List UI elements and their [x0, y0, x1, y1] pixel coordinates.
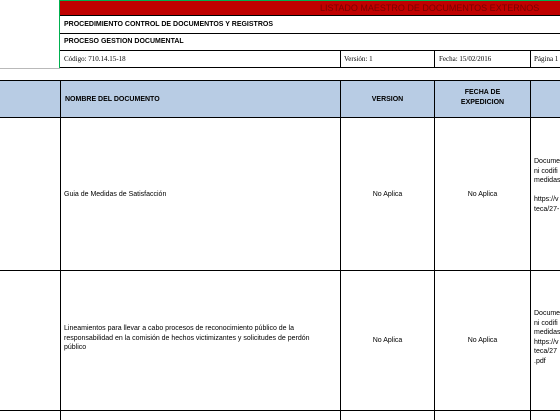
observation-line: medidas — [534, 177, 560, 184]
observation-line: .pdf — [534, 357, 546, 365]
observation-line: ni codifi — [534, 167, 558, 175]
column-header-name: NOMBRE DEL DOCUMENTO — [65, 96, 160, 103]
document-name-line: público — [64, 344, 87, 351]
observation-line — [534, 186, 560, 196]
column-header-version: VERSION — [371, 96, 404, 103]
document-date: No Aplica — [467, 191, 498, 198]
document-observations — [534, 309, 560, 366]
document-code: Código: 710.14.15-18 — [64, 55, 126, 63]
observation-line: teca/27- — [534, 205, 560, 213]
document-name: Guia de Medidas de Satisfacción — [64, 191, 167, 198]
observation-line: https://v — [534, 196, 559, 203]
observation-line: Docume — [534, 310, 560, 317]
observation-line: teca/27 — [534, 348, 557, 355]
logo-area — [0, 0, 60, 68]
observation-line: Docume — [534, 158, 560, 165]
observation-line: ni codifi — [534, 319, 558, 327]
document-version: No Aplica — [372, 337, 403, 344]
column-header-date-line2: EXPEDICION — [460, 99, 505, 106]
procedure-title: PROCEDIMIENTO CONTROL DE DOCUMENTOS Y REGISTROS — [64, 21, 273, 28]
document-date: No Aplica — [467, 337, 498, 344]
observation-line: medidas — [534, 329, 560, 336]
banner-title: LISTADO MAESTRO DE DOCUMENTOS EXTERNOS — [320, 3, 540, 13]
document-name — [64, 324, 339, 353]
document-date: Fecha: 15/02/2016 — [439, 55, 492, 63]
document-version: Versión: 1 — [344, 55, 373, 63]
table-header-row — [0, 80, 560, 118]
observation-line: https://v — [534, 338, 559, 346]
process-title: PROCESO GESTION DOCUMENTAL — [64, 38, 184, 45]
document-name-line: Lineamientos para llevar a cabo procesos de reconocimiento público de la — [64, 325, 294, 332]
document-version: No Aplica — [372, 191, 403, 198]
header-banner — [60, 0, 560, 15]
column-header-date-line1: FECHA DE — [464, 89, 501, 96]
document-name-line: responsabilidad en la comisión de hechos victimizantes y solicitudes de perdón — [64, 334, 310, 342]
document-observations — [534, 157, 560, 214]
document-page: Página 1 — [534, 55, 559, 63]
